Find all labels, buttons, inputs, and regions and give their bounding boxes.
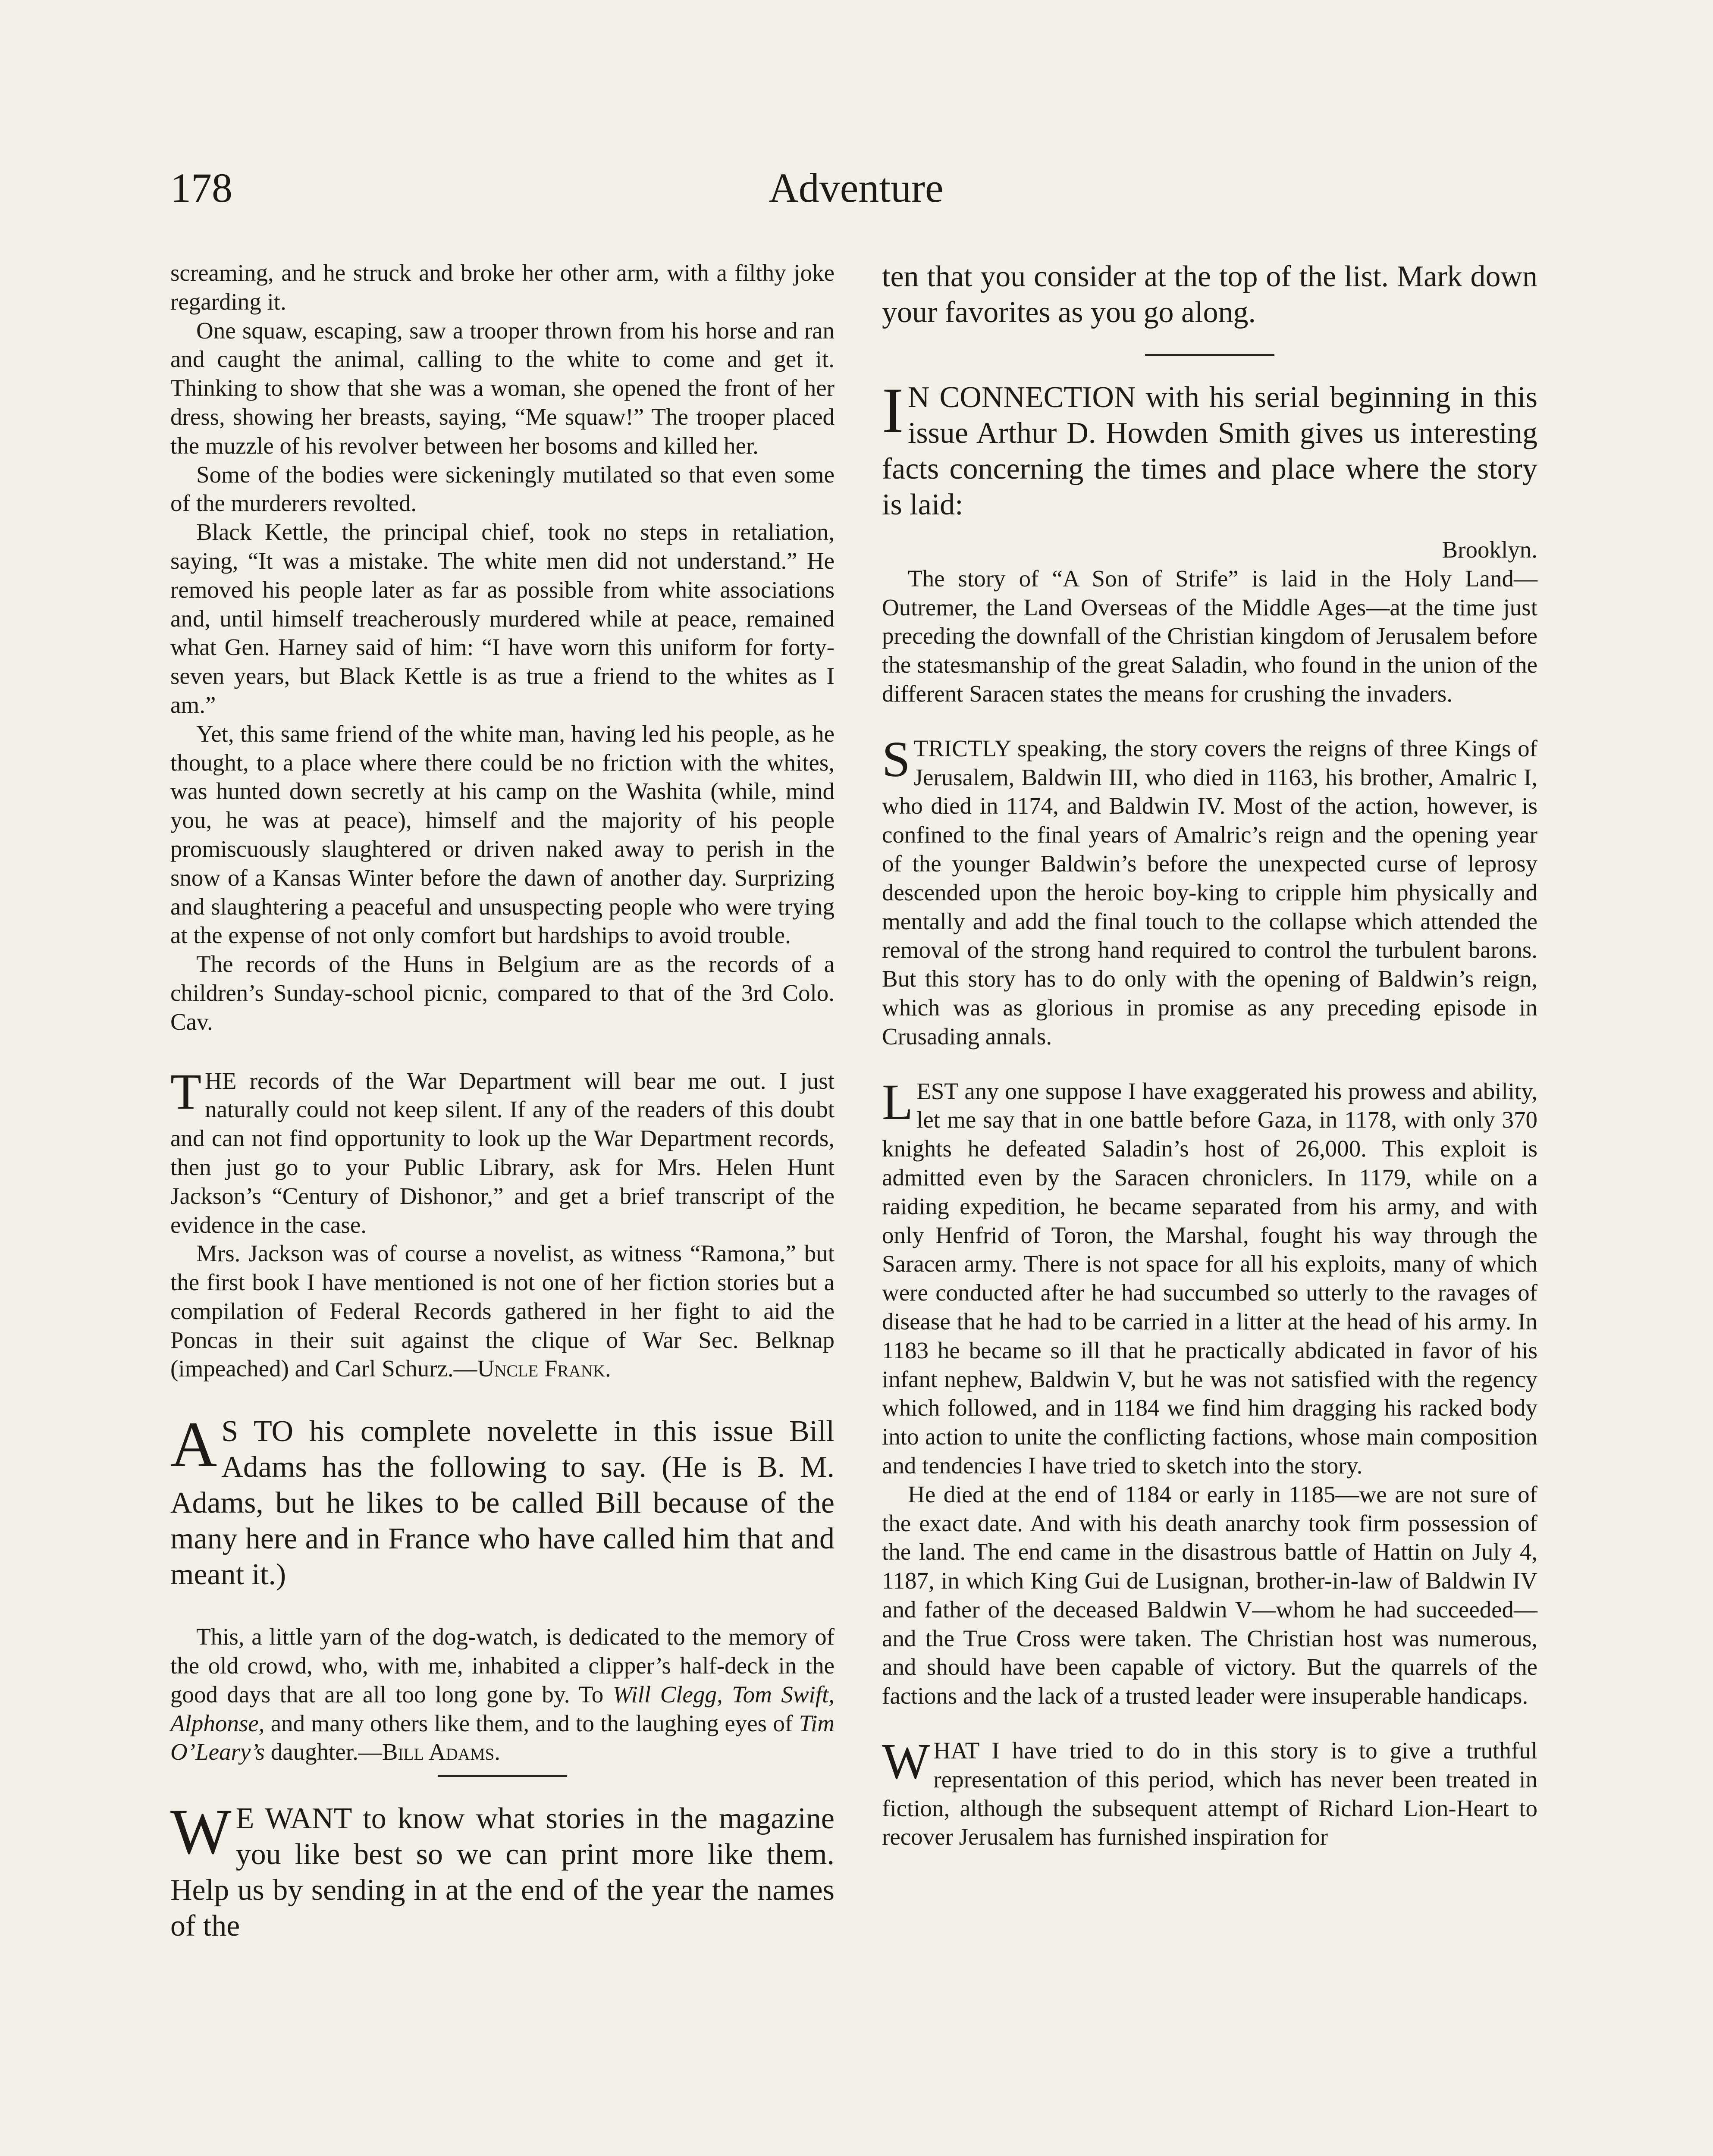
paragraph-text: TRICTLY speaking, the story covers the reigns of three Kings of Jerusalem, Baldwin III, who died in 1163, his brother, Amalric I, who died in 1174, and Baldwin IV. Most of the action, however, is confined to the final years of Amalric’s reign and the opening year of the younger Baldwin’s before the unexpected curse of leprosy descended upon the heroic boy-king to cripple him physically and mentally and add the final touch to the collapse which attended the removal of the strong hand required to control the turbulent barons. But this story has to do only with the opening of Baldwin’s reign, which was as glorious in promise as any preceding episode in Crusading annals. [882, 735, 1537, 1050]
paragraph-text: Mrs. Jackson was of course a novelist, as witness “Ramona,” but the first book I have mentioned is not one of her fiction stories but a compilation of Federal Records gathered in her fight to aid the Poncas in their suit against the clique of War Sec. Belknap (impeached) and Carl Schurz.— [170, 1240, 835, 1382]
paragraph [882, 1733, 1537, 1852]
paragraph [882, 1073, 1537, 1480]
signature: Bill Adams. [382, 1739, 501, 1765]
letter-continued [170, 259, 835, 1037]
drop-cap: L [882, 1073, 913, 1130]
paragraph: The story of “A Son of Strife” is laid in the Holy Land—Outremer, the Land Overseas of the Middle Ages—at the time just preceding the downfall of the Christian kingdom of Jerusalem before the statesmanship of the great Saladin, who found in the union of the different Saracen states the means for crushing the invaders. [882, 565, 1537, 707]
paragraph: Some of the bodies were sickeningly mutilated so that even some of the murderers revolted. [170, 461, 835, 517]
paragraph: Black Kettle, the principal chief, took no steps in retaliation, saying, “It was a mistake. The white men did not understand.” He removed his people later as far as possible from white associations and, until himself treacherously murdered while at peace, remained what Gen. Harney said of him: “I have worn this uniform for forty-seven years, but Black Kettle is as true a friend to the whites as I am.” [170, 519, 835, 718]
section-divider [882, 354, 1537, 356]
paragraph: The records of the Huns in Belgium are as the records of a children’s Sunday-school picnic, compared to that of the 3rd Colo. Cav. [170, 951, 835, 1035]
drop-cap: W [882, 1733, 930, 1790]
paragraph [170, 1409, 835, 1592]
drop-cap: S [882, 730, 910, 787]
paragraph-text: E WANT to know what stories in the magazine you like best so we can print more like them. Help us by sending in at the end of the year the names of the [170, 1802, 835, 1943]
magazine-title: Adventure [769, 165, 944, 211]
quote-names: Will Clegg, Tom Swift, Alphonse, [170, 1681, 835, 1736]
paragraph: Yet, this same friend of the white man, having led his people, as he thought, to a place where there could be no friction with the whites, was hunted down secretly at his camp on the Washita (while, mind you, he was at peace), himself and the majority of his people promiscuously slaughtered or driven naked away to perish in the snow of a Kansas Winter before the dawn of another day. Surprizing and slaughtering a peaceful and unsuspecting people who were trying at the expense of not only comfort but hardships to avoid trouble. [170, 720, 835, 949]
drop-cap: W [170, 1796, 232, 1868]
right-column [882, 259, 1537, 1852]
paragraph-text: N CONNECTION with his serial beginning in this issue Arthur D. Howden Smith gives us interesting facts concerning the times and place where the story is laid: [882, 381, 1537, 521]
signature: Uncle Frank. [477, 1355, 611, 1382]
connection-section [882, 375, 1537, 523]
paragraph: He died at the end of 1184 or early in 1185—we are not sure of the exact date. And with his death anarchy took firm possession of the land. The end came in the disastrous battle of Hattin on July 4, 1187, in which King Gui de Lusignan, brother-in-law of Baldwin IV and father of the deceased Baldwin V—whom he had succeeded—and the True Cross were taken. The Christian host was numerous, and should have been capable of victory. But the quarrels of the factions and the lack of a trusted leader were insuperable handicaps. [882, 1481, 1537, 1709]
records-section [170, 1063, 835, 1384]
drop-cap: I [882, 375, 904, 446]
paragraph [882, 375, 1537, 523]
quote-text: This, a little yarn of the dog-watch, is dedicated to the memory of the old crowd, who, with me, inhabited a clipper’s half-deck in the good days that are all too long gone by. To [170, 1623, 835, 1708]
want-continued [882, 259, 1537, 330]
adams-intro [170, 1409, 835, 1592]
paragraph [170, 1239, 835, 1383]
page-number: 178 [170, 165, 232, 211]
paragraph [170, 1796, 835, 1944]
left-column [170, 259, 835, 1944]
quote-text: and many others like them, and to the laughing eyes of [264, 1710, 799, 1736]
paragraph-text: HAT I have tried to do in this story is to give a truthful representation of this period, which has never been treated in fiction, although the subsequent attempt of Richard Lion-Heart to recover Jerusalem has furnished inspiration for [882, 1737, 1537, 1850]
letter-place: Brooklyn. [1442, 536, 1537, 563]
adams-quote [170, 1623, 835, 1767]
quote-text: daughter.— [264, 1739, 382, 1765]
paragraph [882, 730, 1537, 1051]
smith-letter [882, 536, 1537, 1852]
page-header [170, 164, 1542, 224]
paragraph [170, 1063, 835, 1240]
paragraph-text: S TO his complete novelette in this issue Bill Adams has the following to say. (He is B. M. Adams, but he likes to be called Bill because of the many here and in France who have called him that and meant it.) [170, 1415, 835, 1592]
quote-names: Tim O’Leary’s [170, 1710, 835, 1765]
drop-cap: T [170, 1063, 202, 1120]
paragraph: One squaw, escaping, saw a trooper thrown from his horse and ran and caught the animal, calling to the white to come and get it. Thinking to show that she was a woman, she opened the front of her dress, showing her breasts, saying, “Me squaw!” The trooper placed the muzzle of his revolver between her bosoms and killed her. [170, 317, 835, 459]
paragraph-text: HE records of the War Department will bear me out. I just naturally could not keep silent. If any of the readers of this doubt and can not find opportunity to look up the War Department records, then just go to your Public Library, ask for Mrs. Helen Hunt Jackson’s “Century of Dishonor,” and get a brief transcript of the evidence in the case. [170, 1067, 835, 1238]
paragraph-text: EST any one suppose I have exaggerated his prowess and ability, let me say that in one battle before Gaza, in 1178, with only 370 knights he defeated Saladin’s host of 26,000. This exploit is admitted even by the Saracen chroniclers. In 1179, while on a raiding expedition, he became separated from his army, and with only Henfrid of Toron, the Marshal, fought his way through the Saracen army. There is not space for all his exploits, many of which were conducted after he had succumbed so utterly to the ravages of disease that he had to be carried in a litter at the head of his army. In 1183 he became so ill that he practically abdicated in favor of his infant nephew, Baldwin V, but he was not satisfied with the regency which followed, and in 1184 we find him dragging his racked body into action to unite the conflicting factions, whose main composition and tendencies I have tried to sketch into the story. [882, 1078, 1537, 1479]
drop-cap: A [170, 1409, 217, 1481]
paragraph: ten that you consider at the top of the list. Mark down your favorites as you go along. [882, 260, 1537, 329]
want-section [170, 1796, 835, 1944]
section-divider [170, 1775, 835, 1777]
paragraph [170, 1623, 835, 1767]
paragraph: screaming, and he struck and broke her other arm, with a filthy joke regarding it. [170, 260, 835, 315]
